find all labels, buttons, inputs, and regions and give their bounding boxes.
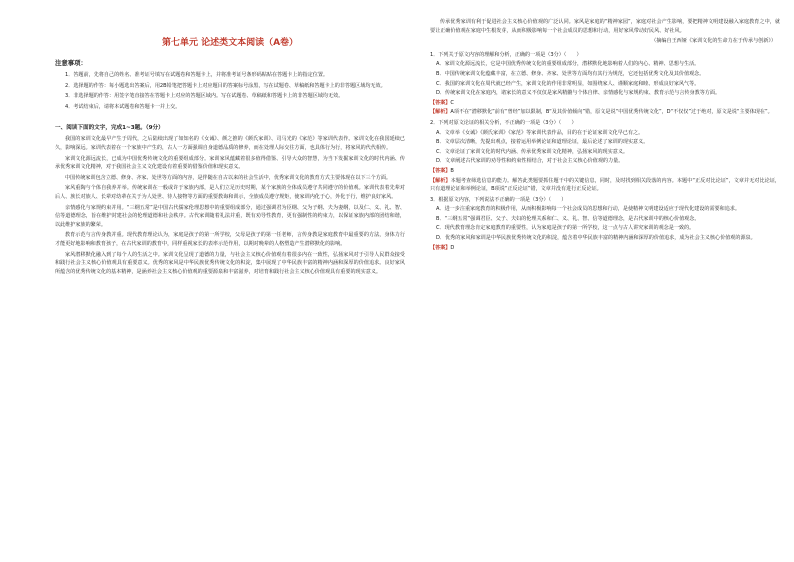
section-heading: 一、阅读下面的文字，完成1~3题。（9分）	[55, 125, 164, 132]
passage-paragraph: 家训文化源远流长，已成为中国优秀传统文化的重要组成部分。家训家风蕴藏着很多值得借鉴、引导大众的智慧，为当下发掘家训文化的时代内涵、传承优秀家训文化精神，对于我国社会主义文化建设有着重要的借鉴价值和现实意义。	[55, 155, 405, 171]
option-d: D．优秀的家风和家训是中华民族优秀传统文化的积淀，蕴含着中华民族丰富的精神内涵和深厚的价值追求，成为社会主义核心价值观的源泉。	[436, 235, 756, 242]
passage-paragraph: 亲情感化与家规约束并用。“三纲五常”是中国古代儒家伦理思想中的重要组成部分，通过强调君为臣纲、父为子纲、夫为妻纲，以及仁、义、礼、智、信等道德理念，旨在维护封建社会的伦理道德和社会秩序。古代家训随着礼法并重，既有劝导性教育，更有强制性的约束力，以保证家族内部的团结和谐，以此维护家族的繁荣。	[55, 204, 405, 228]
option-b: B．文章层次清晰，先提出观点，接着运用举例论证和道理论证，最后论述了家训的现实意义。	[436, 139, 649, 146]
question-stem: 1．下列关于原文内容的理解和分析，正确的一项是（3分）（ ）	[430, 51, 582, 58]
answer-value: B	[450, 167, 454, 174]
option-a: A．家训文化源远流长，它是中国优秀传统文化的重要组成部分，潜移默化地影响着人们的内心、精神、思想与生活。	[436, 61, 700, 68]
left-column	[55, 18, 405, 278]
option-c: C．文章论证了家训文化的时代内涵、传承优秀家训文化精神，弘扬家风的现实意义。	[436, 148, 629, 155]
passage-source: （摘编自王西娅《家训文化的生命力在于传承与创新》）	[651, 38, 776, 45]
right-column	[430, 18, 780, 253]
notice-item: 4．考试结束后，请将本试题卷和答题卡一并上交。	[65, 103, 181, 110]
explanation	[430, 108, 780, 117]
option-a: A．文章举《女诫》《颜氏家训》《家范》等家训代表作品，目的在于论证家训文化早已有之。	[436, 129, 644, 136]
answer-tag: 【答案】	[430, 167, 451, 174]
question-3	[430, 196, 780, 253]
explanation-tag: 【解析】	[430, 109, 451, 116]
answer-line	[430, 99, 780, 108]
option-b: B．中国传统家训文化蕴藏丰富，在立德、修身、齐家、处世等方面均有其行为规范，它还包括优秀文化及其价值观念。	[436, 70, 705, 77]
passage-paragraph: 家风重陶与个体自我养并举。传统家训在一般或许于家族内部，是人们立足历史时期，某个家族的全体成员遵守共同遵守的价值观。家训代表着先辈对后人、族长对族人、长辈对幼辈在关于为人处世、待人接物等方面的重要教诲和训示，全族成员遵守规矩，使家训内化于心，外化于行，维护良好家风。	[55, 185, 405, 200]
question-1	[430, 51, 780, 117]
question-2	[430, 119, 780, 194]
notice-item: 2．选择题的作答：每小题选出答案后，用2B铅笔把答题卡上对应题目的答案标号涂黑，写在试题卷、草稿纸和答题卡上的非答题区域均无效。	[65, 82, 386, 89]
passage-paragraph: 传承优秀家训有利于促进社会主义核心价值观的广泛认同。家风是家庭的“精神家园”，家庭对社会产生影响，要把精神文明建设融入家庭教育之中，就要让正确价值观在家庭中生根发芽，从而积极影响每一个社会成员的思想和行动，用好家风带动好民风、好社风。	[430, 19, 780, 34]
option-d: D．文章阐述古代家训的劝导性和约束性相结合，对于社会主义核心价值观的力量。	[436, 158, 624, 165]
option-c: C．现代教育理念肯定家庭教育的重要性，认为家庭是孩子的第一所学校，这一点与古人讲究家训的观念是一致的。	[436, 225, 695, 232]
option-c: C．我国的家训文化在周代就已经产生，家训文化的作用非常明显，如围绕家人、谨顺家庭和睦、形成良好家风气等。	[436, 80, 700, 87]
page-title: 第七单元 论述类文本阅读（A卷）	[161, 38, 299, 48]
passage-paragraph: 中国传统家训包含立德、修身、齐家、处世等方面的内容，是伴随在自古以来的社会生活中，优秀家训文化的教育方式主要体现在以下三个方面。	[65, 174, 392, 181]
answer-value: C	[450, 99, 454, 106]
answer-tag: 【答案】	[430, 244, 451, 251]
notice-block	[55, 58, 405, 111]
answer-line	[430, 167, 780, 176]
passage-paragraph: 家风潜移默化融入到了每个人的生活之中。家训文化呈现了道德的力量，与社会主义核心价值观有着很多内在一致性，弘扬家风对于引导人民群众接受和践行社会主义核心价值观具有重要意义。优秀的家风是中华民族优秀传统文化的积淀，集中展现了中华民族丰富的精神内涵和深厚的价值追求。良好家风所蕴含的优秀传统文化的基本精神，是涵养社会主义核心价值观的重要源泉和丰富滋养，对培育和践行社会主义核心价值观具有重要的现实意义。	[55, 251, 405, 275]
explanation	[430, 177, 780, 194]
notice-item: 1．答题前，先将自己的姓名、准考证号填写在试题卷和答题卡上，并将准考证号条形码粘贴在答题卡上的指定位置。	[65, 72, 329, 78]
option-a: A．进一步注重家庭教育的积极作用，从而积极影响每一个社会成员的思想和行动，是使精神文明建设适应于现代化建设的需要和追求。	[436, 206, 741, 213]
option-d: D．传统家训文化在家庭内，诸家长的意义不仅仅是家风精髓与个体自律、亲情感化与家规约束、教育示范与言传身教等方面。	[436, 90, 721, 97]
notice-heading: 注意事项：	[55, 59, 87, 67]
option-b: B．“三纲五常”强调君臣、父子、夫妇的伦理关系和仁、义、礼、智、信等道德理念，是古代家训中的核心价值观念。	[436, 215, 700, 222]
explanation-tag: 【解析】	[430, 177, 451, 184]
passage-paragraph: 我国的家训文化最早产生于周代，之后陆续出现了如知名的《女诫》、颜之推的《颜氏家训》、司马光的《家范》等家训代表作。家训文化在我国延续已久，影响深远。家训代表着在一个家族中产生的，古人一方面强调自身道德品质的修养，而在处理人际交往方面，也具体行为行，将家风的代代相传。	[55, 136, 405, 151]
answer-line	[430, 244, 780, 253]
passage-paragraph: 教育示范与言传身教并重。现代教育理论认为，家庭是孩子的第一所学校，父母是孩子的第一任老师，言传身教是家庭教育中最重要的方法，身体力行才能更好地影响和教育孩子，在古代家训的教育中，同样重视家长的表率示范作用，以期对晚辈的人格塑造产生潜移默化的影响。	[55, 232, 405, 247]
explanation-text: A项不在“潜移默化”前有“曾经”加以限制，B“及其价值倾向”错，原文是说“中国优秀传统文化”，D“不仅仅”过于绝对，原文是说“主要体现在”。	[450, 109, 773, 116]
question-stem: 3．根据原文内容，下列说法不正确的一项是（3分）（ ）	[430, 196, 567, 203]
answer-tag: 【答案】	[430, 99, 451, 106]
question-stem: 2．下列对原文论证的相关分析，不正确的一项是（3分）（ ）	[430, 119, 577, 126]
explanation-text: 本题考查筛选信息的能力。解答此类题要抓住题干中的关键信息，同时，及时找到相关段落的内容。本题中“正反对比论证”，文章并无对比论证，只有道理论证和举例论证，B项说“正反论证”错，文章并没有进行正反论证。	[430, 177, 780, 193]
answer-value: D	[450, 244, 455, 251]
notice-item: 3．非选择题的作答：用签字笔直接答在答题卡上对应的答题区域内。写在试题卷、草稿纸和答题卡上的非答题区域均无效。	[65, 93, 344, 100]
